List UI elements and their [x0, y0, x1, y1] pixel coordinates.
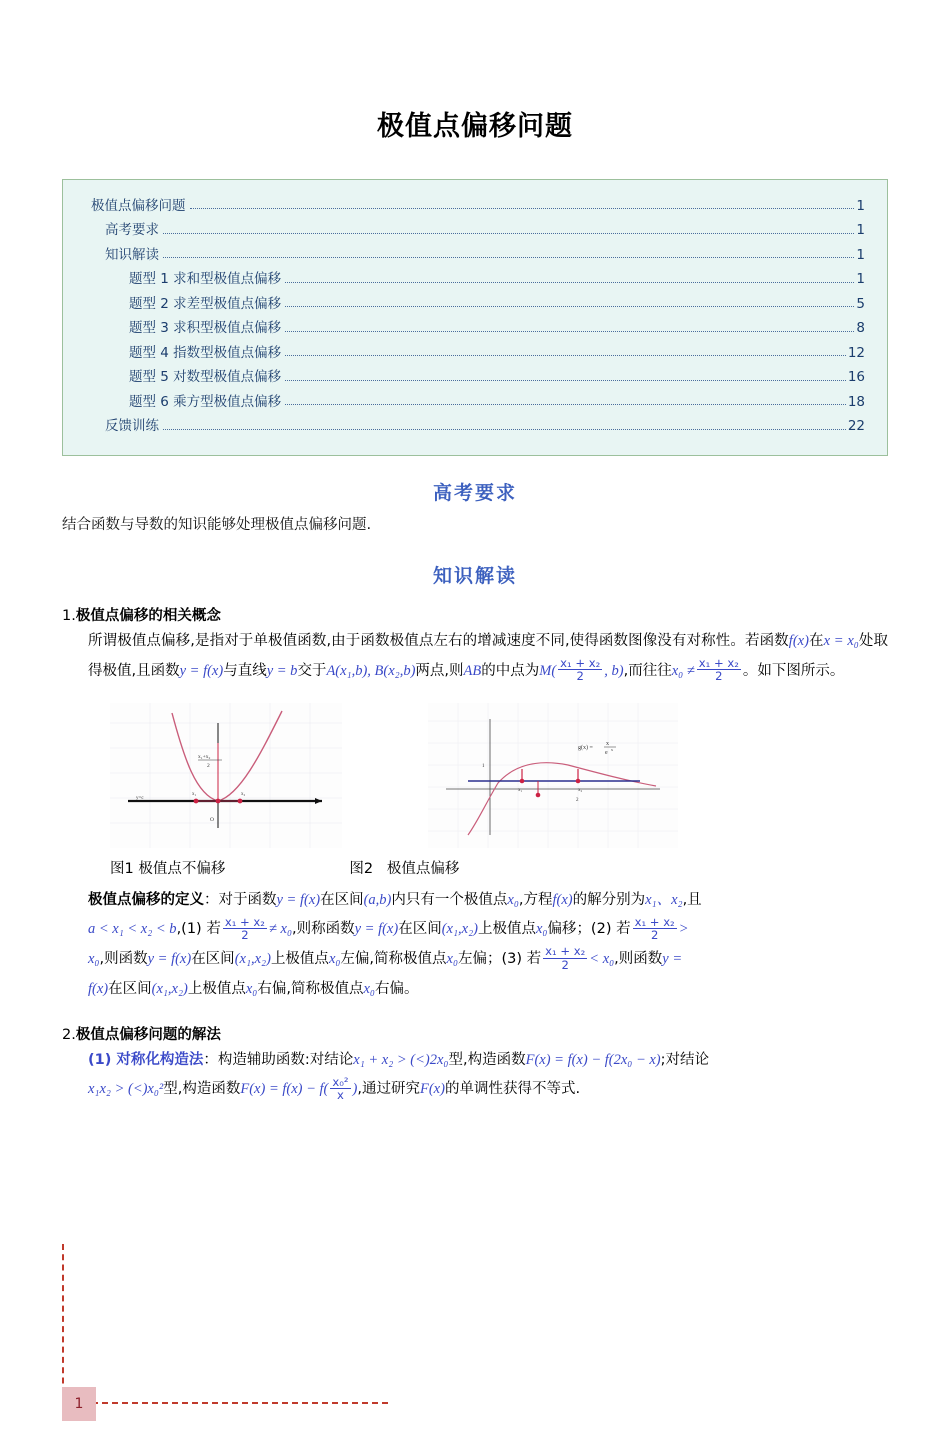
toc-page: 1 — [856, 197, 865, 214]
fraction-denominator: 2 — [650, 927, 659, 942]
t: ,且函数 — [131, 662, 180, 679]
math-x0: x₀ — [328, 951, 341, 968]
t: 的中点为 — [481, 662, 540, 679]
t: 对于函数 — [218, 891, 277, 908]
t: 在 — [808, 633, 824, 650]
math-fx2: f(x) — [88, 980, 109, 997]
t: ,构造函数 — [177, 1081, 241, 1098]
t: ,简称极值点 — [369, 951, 447, 968]
toc-entry[interactable] — [85, 292, 865, 317]
item2-paragraph — [88, 1046, 888, 1105]
t: ,方程 — [518, 891, 553, 908]
math-ne-x0: ≠ x₀ — [268, 921, 292, 938]
math-fraction — [543, 945, 587, 970]
item1-paragraph — [88, 627, 888, 686]
t: ,则函数 — [614, 951, 663, 968]
t: 构造辅助函数 — [217, 1051, 305, 1068]
item1-heading — [62, 604, 888, 625]
t: 上极值点 — [270, 951, 329, 968]
t: 左偏 — [458, 951, 488, 968]
math-fraction — [330, 1076, 350, 1101]
toc-label: 反馈训练 — [105, 418, 159, 434]
t: 极值点不偏移 — [138, 860, 226, 877]
figure-1-caption — [110, 857, 225, 878]
t: 处取得极值 — [88, 633, 889, 679]
t: 图 — [349, 860, 364, 877]
toc-page: 5 — [856, 295, 865, 312]
t: ,则函数 — [99, 951, 148, 968]
math-y-fx: y = f(x) — [276, 891, 321, 908]
fraction-numerator: x₁ + x₂ — [224, 914, 265, 929]
svg-text:x₂: x₂ — [578, 787, 583, 793]
toc-page: 16 — [847, 369, 865, 385]
toc-label: 题型 6 乘方型极值点偏移 — [129, 393, 282, 410]
svg-text:e: e — [605, 749, 608, 756]
document-page — [0, 104, 950, 1448]
svg-text:O: O — [210, 816, 214, 823]
math-fx: f(x) — [788, 633, 809, 650]
math-fx2: f(x) — [552, 891, 573, 908]
svg-text:x₁: x₁ — [192, 791, 197, 797]
figure-1-no-shift — [110, 703, 342, 848]
item2-heading — [62, 1023, 888, 1044]
t: 1 — [124, 860, 134, 877]
math-interval-ab: (a,b) — [363, 891, 392, 908]
t: 图 — [110, 860, 125, 877]
definition-label: 极值点偏移的定义 — [88, 891, 204, 908]
math-x0: x₀ — [88, 951, 100, 968]
t: 上极值点 — [477, 921, 536, 938]
math-lt-x0: < x₀ — [589, 951, 615, 968]
fraction-denominator: 2 — [715, 669, 723, 684]
math-y-eq: y = — [662, 951, 683, 968]
fraction-numerator: x₁ + x₂ — [634, 914, 675, 929]
t: 所谓极值点偏移 — [88, 633, 191, 650]
math-x0-ne: x₀ ≠ — [671, 662, 695, 679]
toc-entry[interactable] — [85, 415, 865, 440]
toc-entry[interactable] — [85, 219, 865, 244]
t: 的单调性获得不等式. — [444, 1081, 581, 1098]
fraction-denominator: 2 — [241, 927, 249, 942]
math-x0: x₀ — [507, 891, 519, 908]
toc-dots — [285, 349, 846, 356]
toc-entry[interactable] — [85, 317, 865, 342]
toc-entry[interactable] — [85, 390, 865, 415]
math-ab: AB — [463, 662, 482, 679]
math-interval-x1x2: (x₁,x₂) — [234, 951, 271, 968]
t: ,构造函数 — [462, 1051, 526, 1068]
page-number-badge: 1 — [62, 1387, 96, 1421]
toc-page: 1 — [856, 222, 865, 238]
t: 两点 — [415, 662, 445, 679]
toc-page: 12 — [847, 344, 865, 361]
t: 交于 — [297, 662, 327, 679]
toc-dots — [190, 202, 855, 209]
toc-dots — [285, 325, 854, 332]
math-F-prod: F(x) = f(x) − f( — [240, 1081, 329, 1098]
toc-dots — [163, 251, 854, 258]
math-fraction — [697, 657, 741, 682]
toc-page: 18 — [847, 393, 865, 410]
math-gt: > — [678, 921, 689, 938]
svg-text:1: 1 — [482, 763, 485, 769]
t: ,(1) 若 — [176, 921, 221, 938]
toc-page: 22 — [847, 418, 865, 434]
math-fraction — [558, 657, 602, 682]
math-interval-x1x2: (x₁,x₂) — [151, 980, 188, 997]
toc-page: 1 — [856, 246, 865, 263]
fraction-numerator: x₁ + x₂ — [545, 944, 586, 959]
toc-dots — [163, 423, 846, 430]
math-sum-type: x₁ + x₂ > (<)2x₀ — [353, 1051, 449, 1068]
fraction-numerator: x₀² — [332, 1074, 349, 1089]
math-Fx: F(x) — [420, 1081, 445, 1098]
math-fraction — [633, 916, 677, 941]
fraction-denominator: 2 — [576, 669, 584, 684]
item1-number: 1. — [62, 608, 76, 625]
t: ,是指对于单极值函数 — [190, 633, 327, 650]
math-x0: x₀ — [535, 921, 548, 938]
svg-text:2: 2 — [207, 762, 210, 769]
t: ,且 — [682, 891, 702, 908]
fraction-numerator: x₁ + x₂ — [560, 656, 601, 671]
t: ,由于函数极值点左右的增减速度不同 — [326, 633, 565, 650]
t: ： — [203, 1051, 218, 1068]
section-heading-gaokao: 高考要求 — [432, 482, 517, 504]
svg-text:x: x — [606, 740, 609, 747]
toc-dots — [285, 398, 846, 405]
t: ,则称函数 — [292, 921, 355, 938]
math-interval-x1x2: (x₁,x₂) — [441, 921, 478, 938]
math-ab-points: A(x₁,b), B(x₂,b) — [326, 662, 416, 679]
t: 与直线 — [223, 662, 267, 679]
t: ；(2) 若 — [576, 921, 631, 938]
toc-page: 1 — [856, 271, 865, 287]
footer-horizontal-rule — [62, 1402, 388, 1404]
method-1-label: (1) 对称化构造法 — [88, 1051, 204, 1068]
t: 上极值点 — [187, 980, 246, 997]
toc-label: 题型 5 对数型极值点偏移 — [129, 369, 282, 385]
svg-text:y=c: y=c — [136, 795, 144, 801]
t: 在区间 — [191, 951, 235, 968]
t: 右偏 — [257, 980, 287, 997]
fraction-numerator: x₁ + x₂ — [698, 656, 739, 671]
t: ,使得函数图像没有对称性。若函数 — [564, 633, 789, 650]
math-ineq-a: a < x₁ < x₂ < b — [88, 921, 177, 938]
t: ,而往往 — [623, 662, 672, 679]
t: 偏移 — [547, 921, 577, 938]
math-x0: x₀ — [446, 951, 459, 968]
t: 极值点偏移 — [386, 860, 460, 877]
item2-number: 2. — [62, 1026, 76, 1043]
t: 在区间 — [108, 980, 152, 997]
toc-page: 8 — [856, 320, 865, 336]
section-heading-zhishi: 知识解读 — [432, 565, 517, 588]
table-of-contents — [62, 179, 888, 456]
math-mid-m-tail: , b) — [604, 662, 624, 679]
t: ,简称极值点 — [286, 980, 364, 997]
math-x1-x2: x₁、x₂ — [645, 891, 683, 908]
toc-entry[interactable] — [85, 243, 865, 268]
math-F-prod-tail: ) — [352, 1081, 358, 1098]
figure-1-wrap — [110, 703, 342, 853]
definition-paragraph — [88, 886, 888, 1005]
t: 型 — [163, 1081, 178, 1098]
svg-text:x₂: x₂ — [241, 791, 246, 797]
item2-title: 极值点偏移问题的解法 — [75, 1026, 221, 1043]
math-prod-type: x₁x₂ > (<)x₀² — [88, 1081, 164, 1098]
math-x-eq-x0: x = x₀ — [823, 633, 859, 650]
t: ;对结论 — [660, 1051, 710, 1068]
toc-label: 题型 1 求和型极值点偏移 — [129, 271, 282, 287]
toc-dots — [285, 276, 854, 283]
toc-entry[interactable] — [85, 366, 865, 391]
t: 内只有一个极值点 — [391, 891, 508, 908]
t: 的解分别为 — [572, 891, 646, 908]
math-mid-m: M( — [539, 662, 557, 679]
math-x0: x₀ — [245, 980, 258, 997]
toc-label: 极值点偏移问题 — [91, 197, 186, 214]
svg-text:g(x) =: g(x) = — [578, 744, 593, 751]
figures-row — [0, 703, 950, 853]
figure-2-wrap — [428, 703, 678, 853]
svg-text:2: 2 — [576, 797, 579, 803]
toc-label: 高考要求 — [105, 222, 159, 238]
math-F-sum: F(x) = f(x) − f(2x₀ − x) — [525, 1051, 661, 1068]
figure-captions — [0, 857, 950, 878]
toc-dots — [285, 300, 854, 307]
toc-entry[interactable] — [85, 268, 865, 293]
toc-label: 题型 4 指数型极值点偏移 — [129, 344, 282, 361]
t: 右偏。 — [374, 980, 419, 997]
toc-label: 题型 2 求差型极值点偏移 — [129, 295, 282, 312]
math-y-eq-fx: y = f(x) — [179, 662, 224, 679]
fraction-denominator: 2 — [561, 957, 569, 972]
t: 型 — [448, 1051, 463, 1068]
toc-entry[interactable] — [85, 194, 865, 219]
t: 。如下图所示。 — [742, 662, 845, 679]
t: 左偏 — [340, 951, 370, 968]
t: ： — [204, 891, 219, 908]
gaokao-body: 结合函数与导数的知识能够处理极值点偏移问题. — [62, 517, 372, 533]
footer-vertical-rule — [62, 1244, 64, 1404]
math-x0: x₀ — [363, 980, 375, 997]
toc-label: 知识解读 — [105, 246, 159, 263]
svg-text:x: x — [611, 746, 613, 752]
t: ；(3) 若 — [487, 951, 542, 968]
page-title: 极值点偏移问题 — [377, 111, 573, 142]
toc-dots — [285, 374, 846, 381]
t: ,通过研究 — [357, 1081, 420, 1098]
toc-entry[interactable] — [85, 341, 865, 366]
figure-2-shift — [428, 703, 678, 848]
t: ,则 — [444, 662, 464, 679]
t: :对结论 — [304, 1051, 354, 1068]
item1-title: 极值点偏移的相关概念 — [75, 608, 221, 625]
math-y-fx: y = f(x) — [147, 951, 192, 968]
toc-dots — [163, 227, 854, 234]
fig1-mid-label: x₁+x₂ — [198, 753, 211, 760]
fraction-denominator: x — [337, 1087, 344, 1102]
figure-2-caption — [349, 857, 459, 878]
toc-label: 题型 3 求积型极值点偏移 — [129, 320, 282, 336]
svg-text:x₁: x₁ — [518, 787, 523, 793]
math-fraction — [223, 916, 267, 941]
t: 2 — [363, 860, 374, 877]
math-y-fx: y = f(x) — [354, 921, 399, 938]
t: 在区间 — [320, 891, 364, 908]
math-y-eq-b: y = b — [266, 662, 298, 679]
t: 在区间 — [398, 921, 442, 938]
